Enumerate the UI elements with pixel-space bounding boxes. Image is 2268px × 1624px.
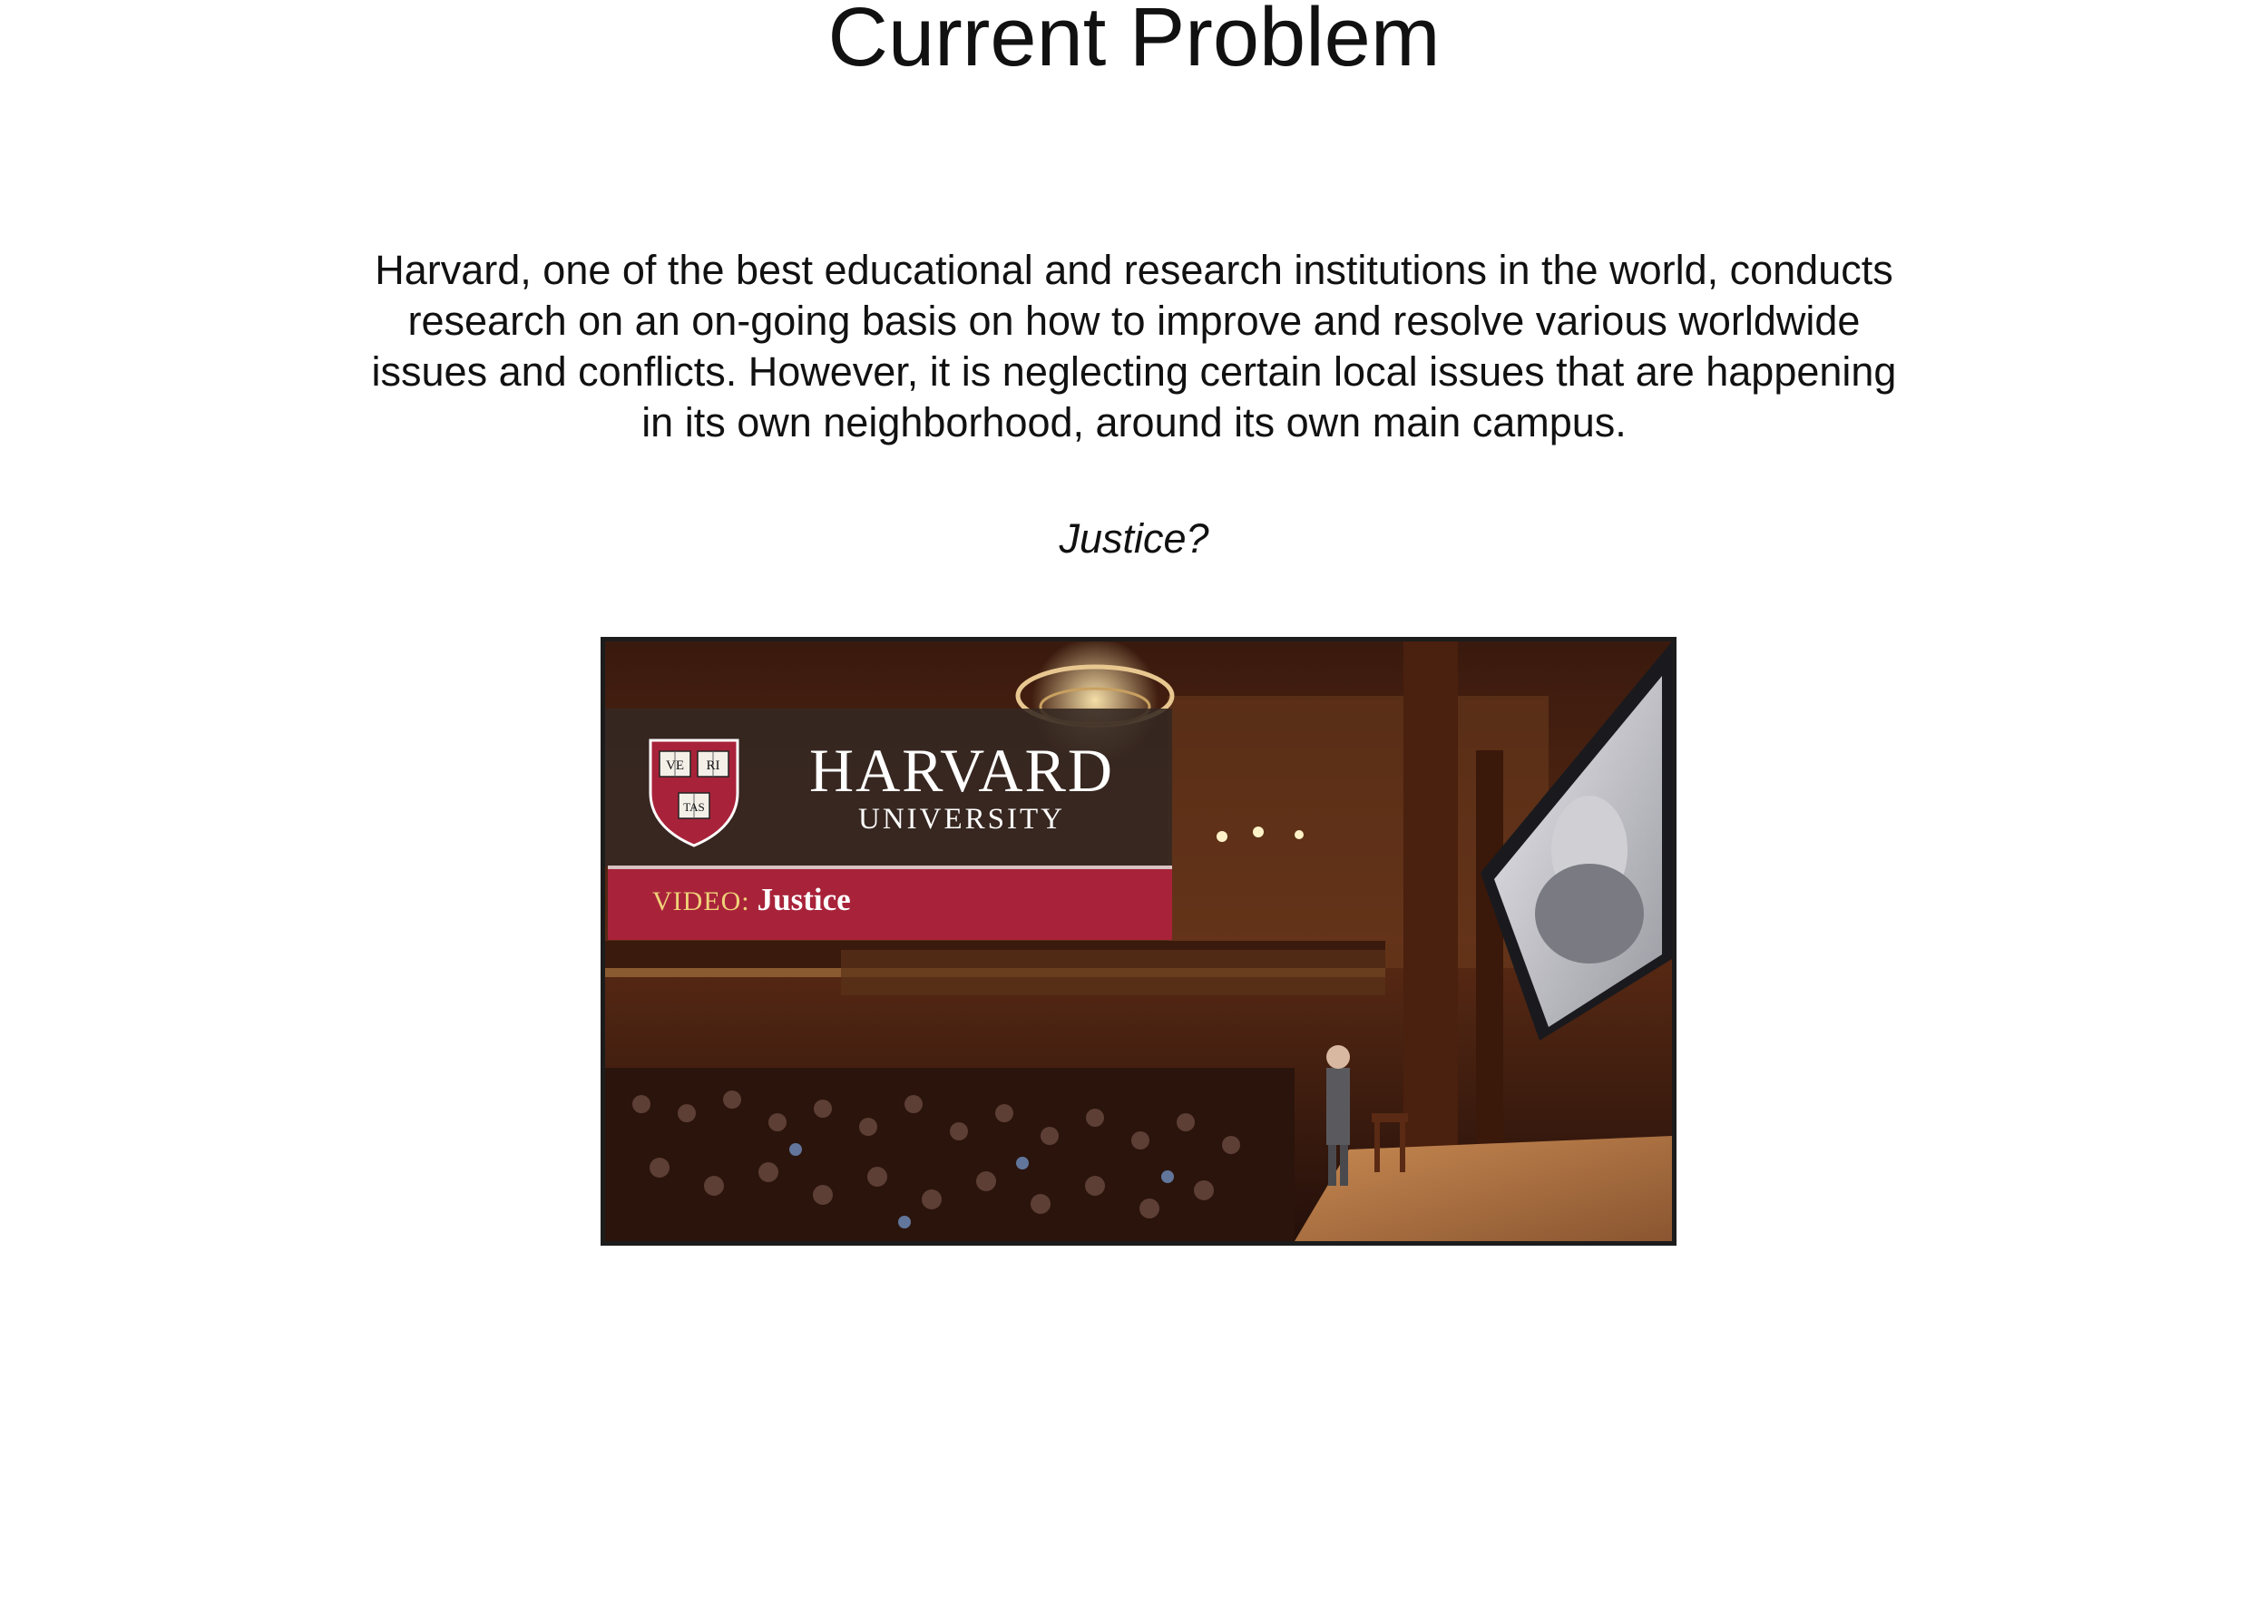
video-title: Justice [757,882,851,917]
video-label: VIDEO: [652,886,750,916]
harvard-wordmark [771,738,1152,836]
question-subheading: Justice? [1059,515,1209,562]
svg-text:RI: RI [706,758,720,773]
wordmark-sub: UNIVERSITY [858,803,1065,836]
video-caption [652,882,851,918]
svg-text:VE: VE [666,758,684,773]
video-thumbnail[interactable] [601,637,1677,1246]
body-paragraph: Harvard, one of the best educational and research institutions in the world, conducts research on an on-going basis on how to improve and resolve various worldwide issues and conflicts. However, it is neglecting certain local issues that are happening in its own neighborhood, around its own main campus. [371,247,1897,445]
harvard-shield-icon [647,737,741,847]
wordmark-main: HARVARD [808,736,1115,805]
svg-text:TAS: TAS [683,800,705,814]
slide-title: Current Problem [827,0,1441,83]
